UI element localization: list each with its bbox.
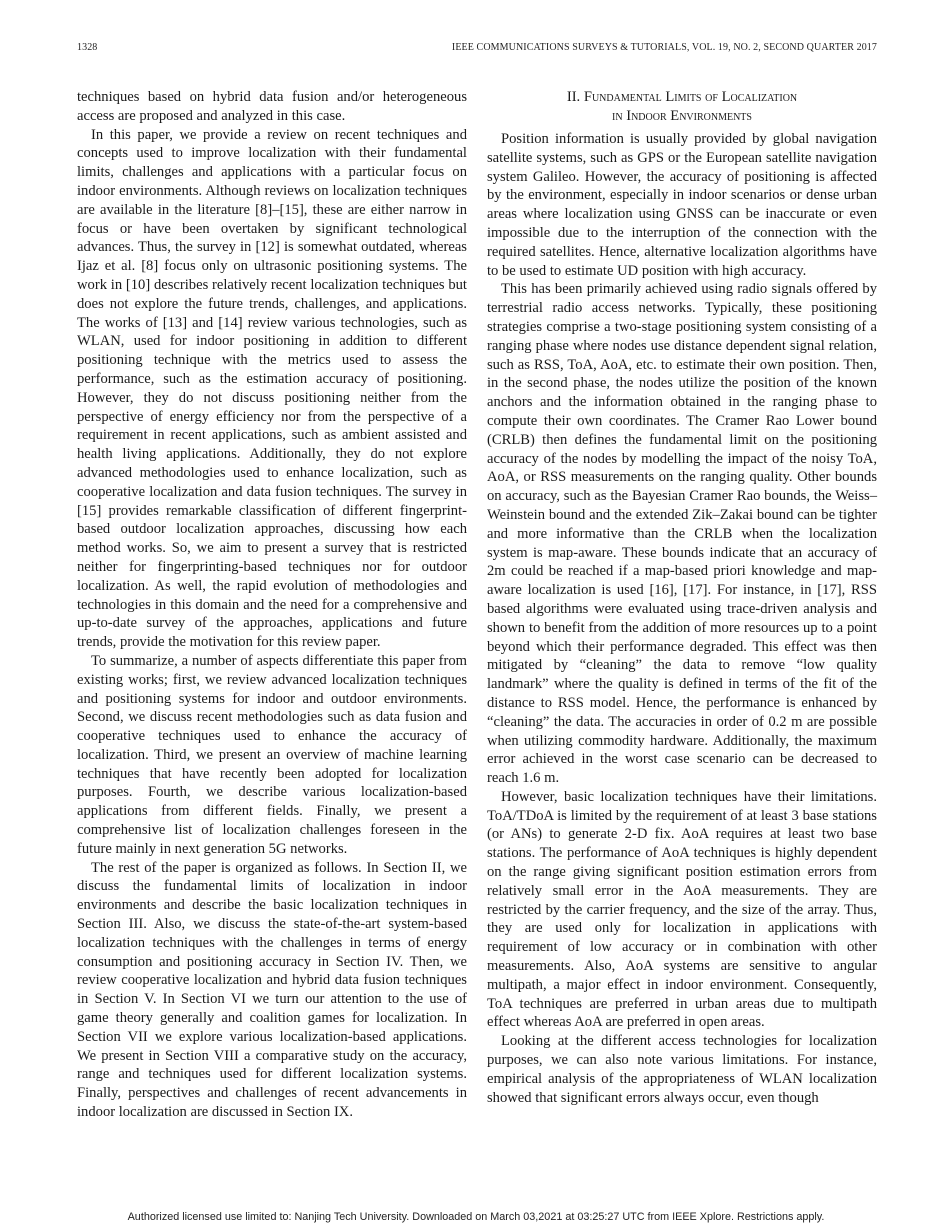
section-heading-line-2: in Indoor Environments [612, 107, 752, 124]
section-heading [487, 88, 877, 125]
running-title: IEEE COMMUNICATIONS SURVEYS & TUTORIALS, VOL. 19, NO. 2, SECOND QUARTER 2017 [451, 42, 877, 53]
page-header [77, 42, 877, 58]
left-column [77, 88, 467, 1122]
paragraph-radio-signals: This has been primarily achieved using radio signals offered by terrestrial radio access networks. Typically, these positioning strategies comprise a two-stage positioning system consisting of a ranging phase where nodes use distance dependent signal relation, such as RSS, ToA, AoA, etc. to estimate their own position. Then, in the second phase, the nodes utilize the position of the known anchors and the information obtained in the ranging phase to compute their own coordinates. The Cramer Rao Lower bound (CRLB) then defines the fundamental limit on the positioning accuracy of the nodes by modelling the impact of the noisy ToA, AoA, or RSS measurements on the ranging quality. Other bounds on accuracy, such as the Bayesian Cramer Rao bounds, the Weiss–Weinstein bound and the extended Zik–Zakai bound can be tighter and more informative than the CRLB when the localization system is map-aware. These bounds indicate that an accuracy of 2m could be reached if a map-based priori knowledge and map-aware localization is used [16], [17]. For instance, in [17], RSS based algorithms were evaluated using trace-driven analysis and shown to benefit from the addition of more resources up to a point beyond which their performance degraded. This effect was then mitigated by “cleaning” the data to remove “low quality landmark” where the quality is defined in terms of the fit of the distance to RSS model. Hence, the performance is enhanced by “cleaning” the data. The accuracies in order of 0.2 m are possible when utilizing commodity hardware. Additionally, the maximum error achieved in the worst case scenario can be decreased to reach 1.6 m. [487, 281, 877, 787]
page-number: 1328 [77, 42, 98, 53]
paragraph-continuation: techniques based on hybrid data fusion and/or heterogeneous access are proposed and analyzed in this case. [77, 89, 467, 124]
paragraph-limitations: However, basic localization techniques have their limitations. ToA/TDoA is limited by the requirement of at least 3 base stations (or ANs) to generate 2-D fix. AoA requires at least two base stations. The performance of AoA techniques is highly dependent on the range giving significant position estimation errors from relatively small error in the AoA measurements. They are restricted by the carrier frequency, and the size of the array. Thus, they are used only for localization in applications with requirement of low accuracy or in combination with other measurements. Also, AoA systems are sensitive to angular multipath, a major effect in indoor environment. Consequently, ToA techniques are preferred in urban areas due to multipath effect whereas AoA are preferred in open areas. [487, 788, 877, 1031]
paragraph-access-technologies: Looking at the different access technologies for localization purposes, we can also note various limitations. For instance, empirical analysis of the appropriateness of WLAN localization showed that significant errors always occur, even though [487, 1033, 877, 1106]
section-heading-line-1: II. Fundamental Limits of Localization [566, 89, 798, 105]
right-column [487, 88, 877, 1107]
paragraph-review-overview: In this paper, we provide a review on recent techniques and concepts used to improve localization with their fundamental limits, challenges and applications with a particular focus on indoor environments. Although reviews on localization techniques are available in the literature [8]–[15], these are either narrow in focus or have been overtaken by significant technological advances. Thus, the survey in [12] is somewhat outdated, whereas Ijaz et al. [8] focus only on ultrasonic positioning systems. The work in [10] describes relatively recent localization techniques but does not explore the future trends, challenges, and applications. The works of [13] and [14] review various technologies, such as WLAN, used for indoor positioning in addition to different positioning technique with the metrics used to assess the performance, such as the estimation accuracy of positioning. However, they do not discuss positioning neither from the perspective of energy efficiency nor from the perspective of a requirement in recent applications, such as ambient assisted and health living applications. Additionally, they do not explore advanced methodologies used to enhance localization, such as cooperative localization and data fusion techniques. The survey in [15] provides remarkable classification of different fingerprint-based outdoor localization approaches, discussing how each method works. So, we aim to present a survey that is restricted neither for fingerprinting-based techniques nor for outdoor localization. As well, the rapid evolution of methodologies and technologies in this domain and the need for a comprehensive and up-to-date survey of the approaches, applications and future trends, provide the motivation for this review paper. [77, 126, 467, 651]
paragraph-position-info: Position information is usually provided by global navigation satellite systems, such as GPS or the European satellite navigation system Galileo. However, the accuracy of positioning is affected by the environment, especially in indoor scenarios or dense urban areas where localization using GNSS can be inaccurate or even impossible due to the interruption of the connection with the required satellites. Hence, alternative localization algorithms have to be used to estimate UD position with high accuracy. [487, 131, 877, 279]
paragraph-organization: The rest of the paper is organized as follows. In Section II, we discuss the fundamental limits of localization in indoor environments and describe the basic localization techniques in Section III. Also, we discuss the state-of-the-art system-based localization techniques with the challenges in terms of energy consumption and positioning accuracy in Section IV. Then, we review cooperative localization and hybrid data fusion techniques in Section V. In Section VI we turn our attention to the use of game theory generally and coalition games for localization. In Section VII we explore various localization-based applications. We present in Section VIII a comparative study on the accuracy, range and techniques used for different localization systems. Finally, perspectives and challenges of recent advancements in indoor localization are discussed in Section IX. [77, 859, 467, 1121]
paragraph-summary: To summarize, a number of aspects differentiate this paper from existing works; first, we review advanced localization techniques and positioning systems for indoor and outdoor environments. Second, we discuss recent methodologies such as data fusion and cooperative techniques used to enhance the accuracy of localization. Third, we present an overview of machine learning techniques that have recently been adopted for localization purposes. Fourth, we describe various localization-based applications from different fields. Finally, we present a comprehensive list of localization challenges foreseen in the future mainly in next generation 5G networks. [77, 652, 467, 857]
license-footer: Authorized licensed use limited to: Nanjing Tech University. Downloaded on March 03,2021 at 03:25:27 UTC from IEEE Xplore. Restrictions apply. [127, 1211, 825, 1223]
